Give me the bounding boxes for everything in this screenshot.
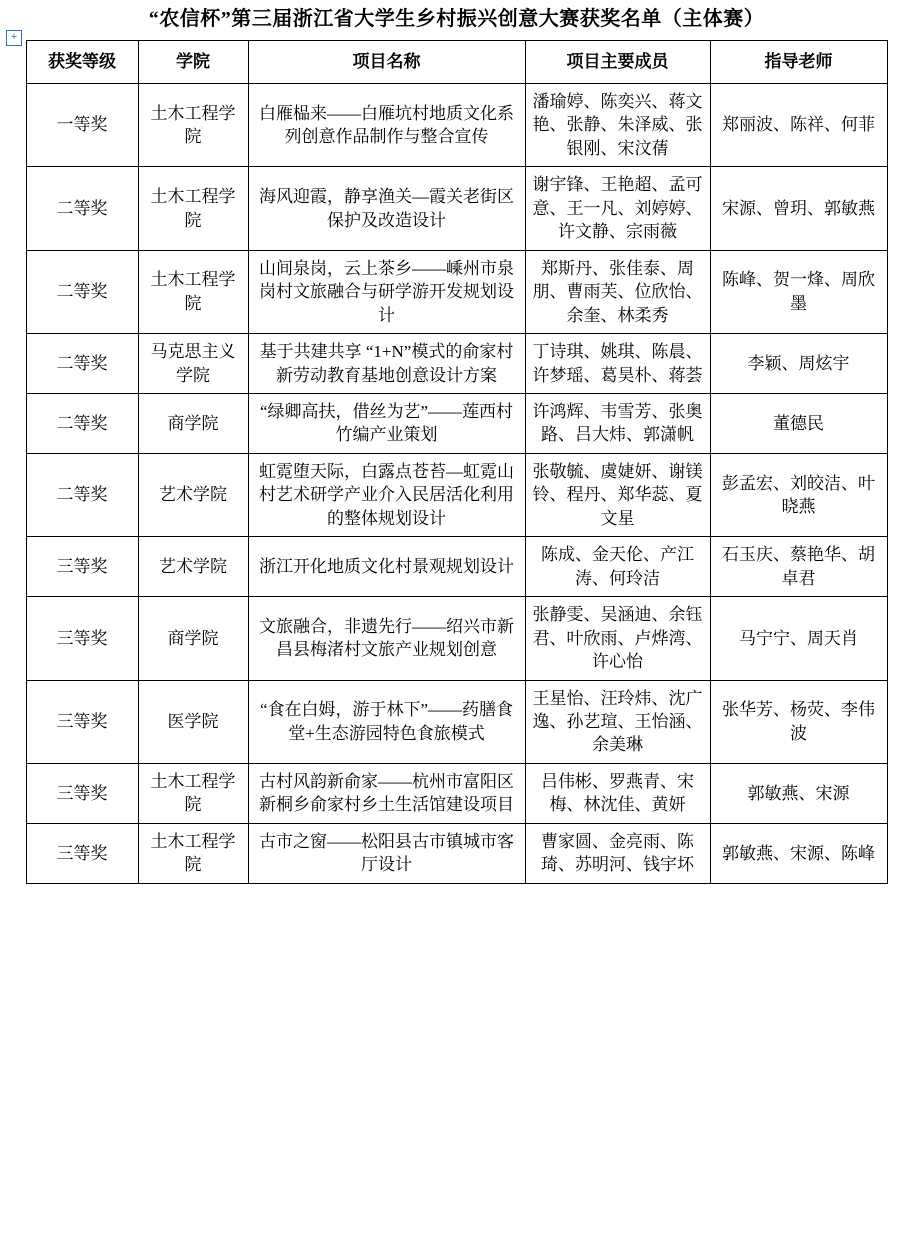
table-row — [26, 597, 887, 680]
cell-college: 土木工程学院 — [138, 84, 248, 167]
cell-college: 土木工程学院 — [138, 167, 248, 250]
cell-teachers: 马宁宁、周天肖 — [710, 597, 887, 680]
cell-members: 曹家圆、金亮雨、陈琦、苏明河、钱宇坏 — [525, 823, 710, 883]
cell-members: 王星怡、汪玲炜、沈广逸、孙艺瑄、王怡涵、余美琳 — [525, 680, 710, 763]
cell-project: 浙江开化地质文化村景观规划设计 — [248, 537, 525, 597]
cell-project: 海风迎霞，静享渔关—霞关老街区保护及改造设计 — [248, 167, 525, 250]
table-row — [26, 680, 887, 763]
cell-project: 山间泉岗，云上茶乡——嵊州市泉岗村文旅融合与研学游开发规划设计 — [248, 250, 525, 333]
cell-college: 商学院 — [138, 597, 248, 680]
table-row — [26, 763, 887, 823]
cell-level: 三等奖 — [26, 680, 138, 763]
column-header-college: 学院 — [138, 41, 248, 84]
cell-level: 三等奖 — [26, 597, 138, 680]
cell-members: 谢宇锋、王艳超、孟可意、王一凡、刘婷婷、许文静、宗雨薇 — [525, 167, 710, 250]
cell-teachers: 宋源、曾玥、郭敏燕 — [710, 167, 887, 250]
cell-project: 文旅融合，非遗先行——绍兴市新昌县梅渚村文旅产业规划创意 — [248, 597, 525, 680]
cell-members: 陈成、金天伦、产江涛、何玲洁 — [525, 537, 710, 597]
cell-members: 张敬毓、虞婕妍、谢镁铃、程丹、郑华蕊、夏文星 — [525, 453, 710, 536]
cell-teachers: 李颖、周炫宇 — [710, 334, 887, 394]
cell-teachers: 郑丽波、陈祥、何菲 — [710, 84, 887, 167]
cell-college: 土木工程学院 — [138, 763, 248, 823]
cell-members: 张静雯、吴涵迪、余钰君、叶欣雨、卢烨湾、许心怡 — [525, 597, 710, 680]
cell-teachers: 董德民 — [710, 393, 887, 453]
cell-level: 三等奖 — [26, 763, 138, 823]
column-header-teachers: 指导老师 — [710, 41, 887, 84]
table-row — [26, 167, 887, 250]
cell-project: “绿卿高扶，借丝为艺”——莲西村竹编产业策划 — [248, 393, 525, 453]
cell-level: 二等奖 — [26, 334, 138, 394]
page-title: “农信杯”第三届浙江省大学生乡村振兴创意大赛获奖名单（主体赛） — [148, 8, 765, 30]
cell-members: 郑斯丹、张佳泰、周朋、曹雨芙、位欣怡、余奎、林柔秀 — [525, 250, 710, 333]
cell-teachers: 张华芳、杨荧、李伟波 — [710, 680, 887, 763]
cell-level: 二等奖 — [26, 393, 138, 453]
cell-college: 商学院 — [138, 393, 248, 453]
award-list-table — [26, 40, 888, 884]
cell-project: 基于共建共享 “1+N”模式的俞家村新劳动教育基地创意设计方案 — [248, 334, 525, 394]
table-row — [26, 393, 887, 453]
cell-teachers: 石玉庆、蔡艳华、胡卓君 — [710, 537, 887, 597]
cell-members: 吕伟彬、罗燕青、宋梅、林沈佳、黄妍 — [525, 763, 710, 823]
cell-college: 艺术学院 — [138, 537, 248, 597]
page-corner-mark: + — [6, 30, 22, 46]
cell-members: 潘瑜婷、陈奕兴、蒋文艳、张静、朱泽威、张银刚、宋汶蒨 — [525, 84, 710, 167]
cell-college: 马克思主义学院 — [138, 334, 248, 394]
cell-college: 医学院 — [138, 680, 248, 763]
cell-members: 丁诗琪、姚琪、陈晨、许梦瑶、葛昊朴、蒋荟 — [525, 334, 710, 394]
cell-project: “食在白姆，游于林下”——药膳食堂+生态游园特色食旅模式 — [248, 680, 525, 763]
cell-teachers: 郭敏燕、宋源、陈峰 — [710, 823, 887, 883]
cell-college: 艺术学院 — [138, 453, 248, 536]
column-header-members: 项目主要成员 — [525, 41, 710, 84]
column-header-project: 项目名称 — [248, 41, 525, 84]
table-row — [26, 453, 887, 536]
cell-project: 古村风韵新俞家——杭州市富阳区新桐乡俞家村乡土生活馆建设项目 — [248, 763, 525, 823]
table-header-row — [26, 41, 887, 84]
cell-project: 虹霓堕天际，白露点苍苔—虹霓山村艺术研学产业介入民居活化利用的整体规划设计 — [248, 453, 525, 536]
cell-level: 二等奖 — [26, 250, 138, 333]
cell-college: 土木工程学院 — [138, 250, 248, 333]
cell-level: 二等奖 — [26, 453, 138, 536]
column-header-level: 获奖等级 — [26, 41, 138, 84]
table-row — [26, 84, 887, 167]
table-row — [26, 334, 887, 394]
cell-level: 二等奖 — [26, 167, 138, 250]
cell-teachers: 郭敏燕、宋源 — [710, 763, 887, 823]
cell-level: 三等奖 — [26, 823, 138, 883]
cell-college: 土木工程学院 — [138, 823, 248, 883]
cell-members: 许鸿辉、韦雪芳、张奥路、吕大炜、郭潇帆 — [525, 393, 710, 453]
cell-project: 白雁榀来——白雁坑村地质文化系列创意作品制作与整合宣传 — [248, 84, 525, 167]
cell-level: 一等奖 — [26, 84, 138, 167]
table-row — [26, 537, 887, 597]
cell-teachers: 陈峰、贺一烽、周欣墨 — [710, 250, 887, 333]
cell-level: 三等奖 — [26, 537, 138, 597]
cell-project: 古市之窗——松阳县古市镇城市客厅设计 — [248, 823, 525, 883]
table-row — [26, 823, 887, 883]
cell-teachers: 彭孟宏、刘皎洁、叶晓燕 — [710, 453, 887, 536]
table-row — [26, 250, 887, 333]
